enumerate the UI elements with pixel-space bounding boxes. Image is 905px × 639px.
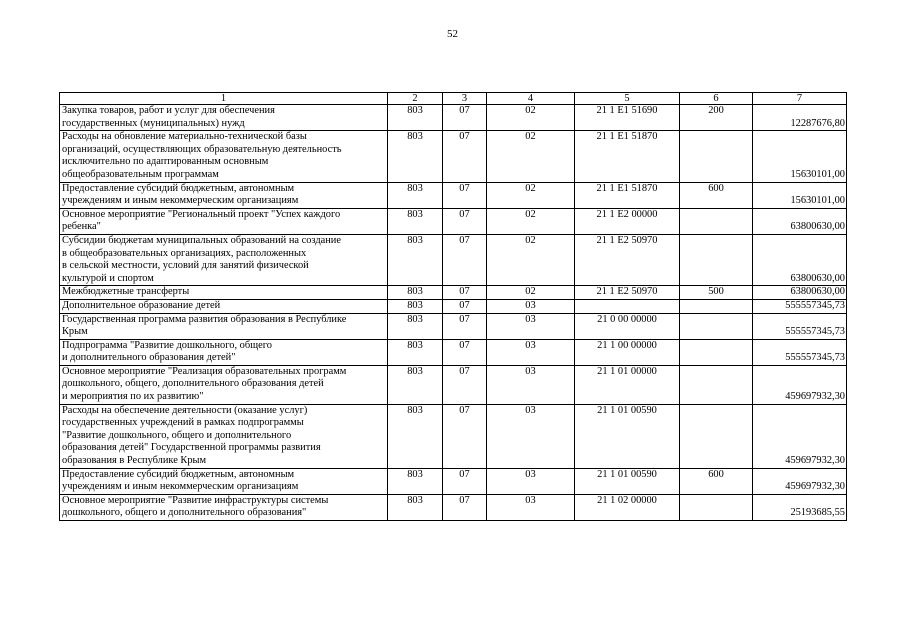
row-ministry-code: 803 xyxy=(388,468,443,494)
row-subsection-code: 03 xyxy=(487,468,575,494)
row-expense-type xyxy=(680,208,753,234)
row-target-article: 21 1 01 00000 xyxy=(575,365,680,404)
row-expense-type xyxy=(680,404,753,468)
table-row xyxy=(60,365,847,404)
row-expense-type: 200 xyxy=(680,105,753,131)
row-ministry-code: 803 xyxy=(388,131,443,182)
table-row xyxy=(60,299,847,313)
row-target-article: 21 1 01 00590 xyxy=(575,404,680,468)
row-amount: 459697932,30 xyxy=(753,404,847,468)
row-expense-type xyxy=(680,365,753,404)
row-description: Основное мероприятие "Региональный проект "Успех каждого ребенка" xyxy=(60,208,388,234)
row-expense-type xyxy=(680,313,753,339)
row-amount: 459697932,30 xyxy=(753,365,847,404)
row-expense-type: 600 xyxy=(680,468,753,494)
header-row xyxy=(60,93,847,105)
row-ministry-code: 803 xyxy=(388,365,443,404)
row-ministry-code: 803 xyxy=(388,234,443,285)
row-description: Расходы на обеспечение деятельности (оказание услуг) государственных учреждений в рамках подпрограммы "Развитие дошкольного, общего и дополнительного образования детей" Государственной программы развития образования в Республике Крым xyxy=(60,404,388,468)
row-amount: 555557345,73 xyxy=(753,313,847,339)
row-description: Государственная программа развития образования в Республике Крым xyxy=(60,313,388,339)
row-amount: 25193685,55 xyxy=(753,494,847,520)
row-target-article: 21 1 Е1 51870 xyxy=(575,182,680,208)
budget-table xyxy=(59,92,847,521)
row-target-article: 21 1 Е1 51690 xyxy=(575,105,680,131)
row-section-code: 07 xyxy=(443,299,487,313)
row-expense-type xyxy=(680,339,753,365)
row-ministry-code: 803 xyxy=(388,339,443,365)
row-subsection-code: 03 xyxy=(487,313,575,339)
row-amount: 555557345,73 xyxy=(753,299,847,313)
row-amount: 555557345,73 xyxy=(753,339,847,365)
row-target-article: 21 1 Е2 50970 xyxy=(575,286,680,300)
row-amount: 15630101,00 xyxy=(753,131,847,182)
row-section-code: 07 xyxy=(443,339,487,365)
row-ministry-code: 803 xyxy=(388,494,443,520)
row-description: Предоставление субсидий бюджетным, автономным учреждениям и иным некоммерческим организациям xyxy=(60,468,388,494)
table-row xyxy=(60,494,847,520)
row-description: Предоставление субсидий бюджетным, автономным учреждениям и иным некоммерческим организациям xyxy=(60,182,388,208)
row-subsection-code: 02 xyxy=(487,234,575,285)
row-target-article: 21 1 01 00590 xyxy=(575,468,680,494)
row-description: Подпрограмма "Развитие дошкольного, общего и дополнительного образования детей" xyxy=(60,339,388,365)
row-ministry-code: 803 xyxy=(388,404,443,468)
row-section-code: 07 xyxy=(443,105,487,131)
table-row xyxy=(60,313,847,339)
row-ministry-code: 803 xyxy=(388,286,443,300)
row-expense-type xyxy=(680,299,753,313)
table-row xyxy=(60,339,847,365)
row-section-code: 07 xyxy=(443,468,487,494)
row-description: Закупка товаров, работ и услуг для обеспечения государственных (муниципальных) нужд xyxy=(60,105,388,131)
row-subsection-code: 03 xyxy=(487,404,575,468)
row-expense-type: 500 xyxy=(680,286,753,300)
header-cell: 3 xyxy=(443,93,487,105)
header-cell: 4 xyxy=(487,93,575,105)
row-target-article: 21 1 Е2 50970 xyxy=(575,234,680,285)
row-subsection-code: 03 xyxy=(487,299,575,313)
row-expense-type xyxy=(680,131,753,182)
table-row xyxy=(60,234,847,285)
header-cell: 7 xyxy=(753,93,847,105)
header-cell: 1 xyxy=(60,93,388,105)
row-subsection-code: 03 xyxy=(487,365,575,404)
row-section-code: 07 xyxy=(443,208,487,234)
row-section-code: 07 xyxy=(443,313,487,339)
row-section-code: 07 xyxy=(443,131,487,182)
table-row xyxy=(60,208,847,234)
row-expense-type xyxy=(680,494,753,520)
row-section-code: 07 xyxy=(443,365,487,404)
row-section-code: 07 xyxy=(443,404,487,468)
row-target-article xyxy=(575,299,680,313)
header-cell: 2 xyxy=(388,93,443,105)
row-target-article: 21 1 02 00000 xyxy=(575,494,680,520)
row-section-code: 07 xyxy=(443,494,487,520)
row-ministry-code: 803 xyxy=(388,313,443,339)
row-expense-type xyxy=(680,234,753,285)
page-number: 52 xyxy=(447,28,458,40)
row-amount: 63800630,00 xyxy=(753,208,847,234)
row-subsection-code: 02 xyxy=(487,131,575,182)
row-subsection-code: 02 xyxy=(487,208,575,234)
table-row xyxy=(60,131,847,182)
table-row xyxy=(60,286,847,300)
table-row xyxy=(60,468,847,494)
row-ministry-code: 803 xyxy=(388,299,443,313)
row-ministry-code: 803 xyxy=(388,105,443,131)
row-subsection-code: 03 xyxy=(487,339,575,365)
row-section-code: 07 xyxy=(443,286,487,300)
row-target-article: 21 1 00 00000 xyxy=(575,339,680,365)
row-subsection-code: 02 xyxy=(487,286,575,300)
row-amount: 63800630,00 xyxy=(753,234,847,285)
row-subsection-code: 02 xyxy=(487,105,575,131)
row-amount: 459697932,30 xyxy=(753,468,847,494)
row-description: Межбюджетные трансферты xyxy=(60,286,388,300)
row-description: Субсидии бюджетам муниципальных образований на создание в общеобразовательных организациях, расположенных в сельской местности, условий для занятий физической культурой и спортом xyxy=(60,234,388,285)
row-target-article: 21 0 00 00000 xyxy=(575,313,680,339)
row-subsection-code: 03 xyxy=(487,494,575,520)
row-description: Основное мероприятие "Реализация образовательных программ дошкольного, общего, дополнительного образования детей и мероприятия по их развитию" xyxy=(60,365,388,404)
table-row xyxy=(60,182,847,208)
table-row xyxy=(60,404,847,468)
header-cell: 6 xyxy=(680,93,753,105)
row-subsection-code: 02 xyxy=(487,182,575,208)
table-row xyxy=(60,105,847,131)
row-description: Дополнительное образование детей xyxy=(60,299,388,313)
row-amount: 63800630,00 xyxy=(753,286,847,300)
row-section-code: 07 xyxy=(443,234,487,285)
row-amount: 15630101,00 xyxy=(753,182,847,208)
header-cell: 5 xyxy=(575,93,680,105)
row-ministry-code: 803 xyxy=(388,182,443,208)
row-ministry-code: 803 xyxy=(388,208,443,234)
row-section-code: 07 xyxy=(443,182,487,208)
row-description: Расходы на обновление материально-технической базы организаций, осуществляющих образовательную деятельность исключительно по адаптированным основным общеобразовательным программам xyxy=(60,131,388,182)
row-expense-type: 600 xyxy=(680,182,753,208)
row-target-article: 21 1 Е1 51870 xyxy=(575,131,680,182)
row-amount: 12287676,80 xyxy=(753,105,847,131)
row-description: Основное мероприятие "Развитие инфраструктуры системы дошкольного, общего и дополнительного образования" xyxy=(60,494,388,520)
row-target-article: 21 1 Е2 00000 xyxy=(575,208,680,234)
